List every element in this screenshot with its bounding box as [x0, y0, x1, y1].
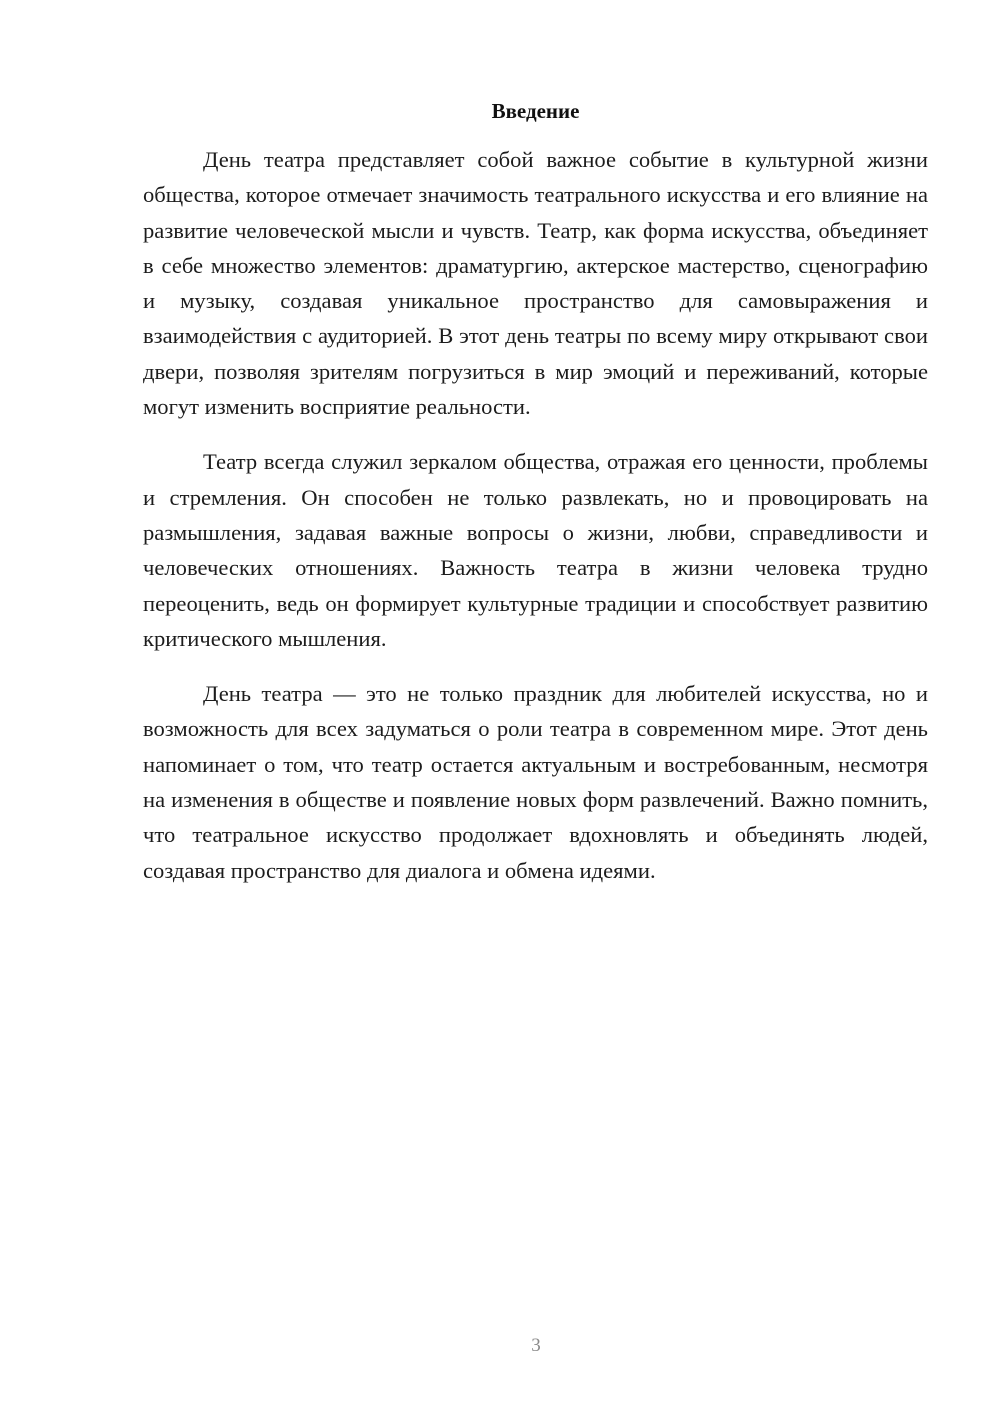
section-heading: Введение [491, 99, 580, 123]
paragraph-1: День театра представляет собой важное событие в культурной жизни общества, которое отмечает значимость театрального искусства и его влияние на развитие человеческой мысли и чувств. Театр, как форма искусства, объединяет в себе множество элементов: драматургию, актерское мастерство, сценографию и музыку, создавая уникальное пространство для самовыражения и взаимодействия с аудиторией. В этот день театры по всему миру открывают свои двери, позволяя зрителям погрузиться в мир эмоций и переживаний, которые могут изменить восприятие реальности. [143, 147, 928, 420]
paragraph-2: Театр всегда служил зеркалом общества, отражая его ценности, проблемы и стремления. Он способен не только развлекать, но и провоцировать на размышления, задавая важные вопросы о жизни, любви, справедливости и человеческих отношениях. Важность театра в жизни человека трудно переоценить, ведь он формирует культурные традиции и способствует развитию критического мышления. [143, 449, 928, 651]
paragraph-3: День театра — это не только праздник для любителей искусства, но и возможность для всех задуматься о роли театра в современном мире. Этот день напоминает о том, что театр остается актуальным и востребованным, несмотря на изменения в обществе и появление новых форм развлечений. Важно помнить, что театральное искусство продолжает вдохновлять и объединять людей, создавая пространство для диалога и обмена идеями. [143, 681, 928, 883]
page-content [143, 96, 928, 888]
page-number: 3 [531, 1335, 541, 1356]
